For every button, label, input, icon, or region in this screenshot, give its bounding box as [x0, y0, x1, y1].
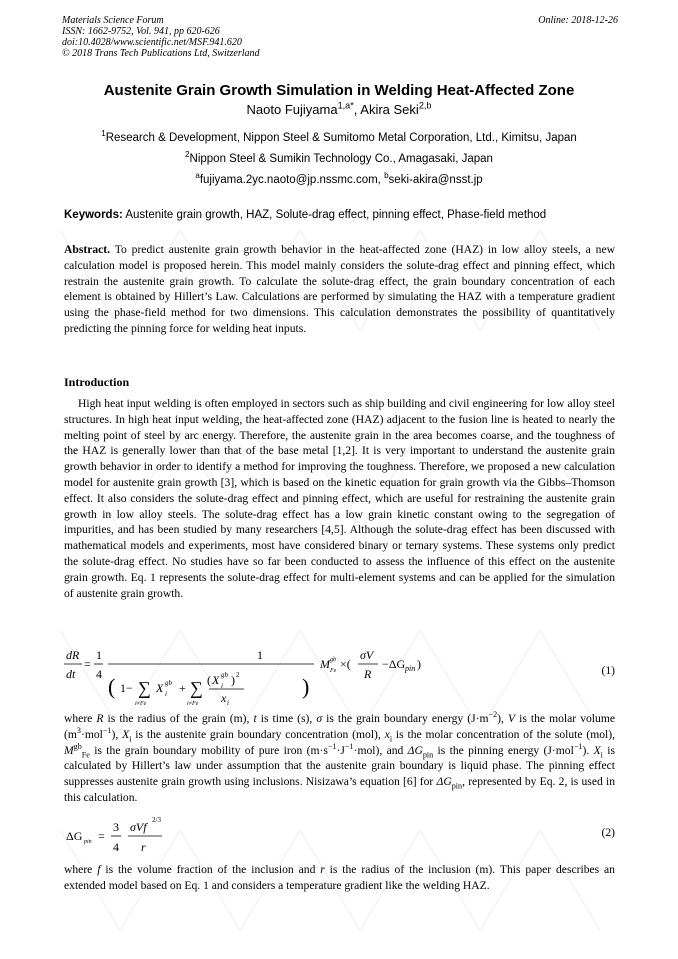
- w1-t16: is calculated by Hillert’s law under assumption that the austenite grain boundary is liquid phase. The pinning effect suppresses austenite grain growth using inclusions. Nisizawa’s equation [6] for: [64, 743, 616, 789]
- eq1-inner-paren-left: (: [207, 673, 211, 687]
- eq1-equals: =: [84, 657, 91, 671]
- eq1-lhs-den: dt: [66, 667, 76, 681]
- eq1-r: R: [364, 667, 372, 681]
- eq1-sum-1: ∑: [138, 678, 151, 698]
- copyright: © 2018 Trans Tech Publications Ltd, Switzerland: [62, 48, 260, 59]
- paper-title: Austenite Grain Growth Simulation in Welding Heat-Affected Zone: [103, 82, 575, 99]
- affiliation-1-text: Research & Development, Nippon Steel & Sumitomo Metal Corporation, Ltd., Kimitsu, Japan: [105, 132, 577, 144]
- w1-t: t: [253, 712, 257, 725]
- journal-name: Materials Science Forum: [62, 15, 164, 26]
- w1-Msub: Fe: [81, 749, 90, 759]
- eq1-inner-paren-right: ): [231, 673, 235, 687]
- author-separator: ,: [353, 102, 361, 117]
- authors: [40, 102, 638, 117]
- affiliation-2-text: Nippon Steel & Sumikin Technology Co., Amagasaki, Japan: [189, 153, 493, 165]
- w1-t4sup: −2: [488, 710, 498, 720]
- eq1-quarter-num: 1: [96, 648, 102, 662]
- eq1-x-gb-2-sub: i: [221, 682, 223, 690]
- w1-t10: is the molar concentration of the solute (mol),: [392, 727, 615, 741]
- eq1-sum-2: ∑: [190, 678, 203, 698]
- affiliation-2: [40, 150, 638, 165]
- w1-t7sup: −1: [102, 725, 112, 735]
- doi: doi:10.4028/www.scientific.net/MSF.941.620: [62, 37, 242, 48]
- eq2-three: 3: [113, 820, 119, 834]
- keywords-label: Keywords:: [64, 209, 123, 221]
- w1-dGsub: pin: [422, 749, 434, 759]
- eq2-four: 4: [113, 840, 119, 854]
- equation-2-formula: [64, 813, 264, 858]
- eq1-x-gb-sup: gb: [165, 679, 172, 687]
- eq1-x-gb-2: X: [212, 673, 220, 687]
- equation-1-description: [64, 711, 615, 806]
- w1-t6sup: 3: [76, 725, 81, 735]
- eq2-lhs: ΔG: [66, 829, 83, 843]
- w1-dG2: ΔG: [436, 775, 452, 789]
- journal-header: [62, 15, 618, 59]
- w1-t1: where: [64, 712, 97, 725]
- eq2-lhs-sub: pin: [84, 839, 92, 845]
- keywords: [64, 209, 616, 221]
- eq1-pin-sub: pin: [405, 664, 416, 673]
- eq1-minus-dg: −ΔG: [382, 657, 406, 671]
- w1-sigma: σ: [316, 712, 323, 725]
- w1-X: X: [122, 727, 130, 741]
- eq2-r: r: [141, 840, 146, 854]
- affiliation-1: [40, 129, 638, 144]
- affiliation-1-num: 1: [101, 129, 106, 139]
- author-2-sup: 2,b: [418, 100, 432, 111]
- eq1-paren-right: ): [302, 674, 310, 699]
- equation-2: [64, 813, 615, 858]
- eq1-times: ×(: [340, 657, 351, 671]
- w1-R: R: [96, 712, 104, 725]
- w2-f: f: [97, 863, 101, 876]
- eq1-one-minus: 1−: [120, 681, 133, 695]
- w1-t11sup: −1: [327, 741, 337, 751]
- equation-1: [64, 646, 615, 708]
- w1-t2: is the radius of the grain (m),: [103, 712, 254, 725]
- email-b[interactable]: seki-akira@nsst.jp: [388, 174, 483, 186]
- w1-t9: is the austenite grain boundary concentration (mol),: [131, 727, 385, 741]
- section-heading-introduction: Introduction: [64, 375, 130, 389]
- w1-t3: is time (s),: [256, 712, 317, 725]
- email-b-sup: b: [384, 171, 389, 181]
- eq1-close: ): [417, 657, 421, 671]
- w1-dG2sub: pin: [451, 781, 463, 791]
- eq1-x-gb-sub: i: [165, 690, 167, 698]
- eq1-mobility: M: [320, 657, 330, 671]
- eq1-mobility-sup: gb: [330, 657, 336, 663]
- equation-2-number: (2): [601, 826, 615, 839]
- author-2: Akira Seki: [360, 102, 419, 117]
- w1-t11: is the grain boundary mobility of pure iron (m·s: [89, 743, 328, 757]
- equation-1-formula: [64, 646, 534, 708]
- w2-t2: is the volume fraction of the inclusion and: [100, 863, 321, 876]
- w1-t17: , represented by Eq. 2, is used in this calculation.: [64, 775, 615, 804]
- eq1-mobility-sub: Fe: [330, 668, 337, 674]
- eq1-lhs-num: dR: [66, 648, 80, 662]
- online-date: Online: 2018-12-26: [538, 15, 618, 26]
- w1-t12: ·J: [336, 743, 345, 757]
- equation-2-description: [64, 862, 615, 894]
- w1-xsub: i: [389, 734, 393, 744]
- eq1-x-gb-2-sup: gb: [221, 671, 228, 679]
- w1-t7: ·mol: [80, 727, 103, 741]
- equation-1-number: (1): [601, 664, 615, 677]
- eq1-quarter-den: 4: [96, 667, 102, 681]
- eq2-exponent: 2/3: [152, 816, 161, 824]
- eq1-xi-sub: i: [227, 699, 229, 707]
- w1-M: M: [64, 743, 74, 757]
- w1-Xsub: i: [129, 734, 132, 744]
- w1-t6: is the molar volume (m: [64, 712, 615, 741]
- w2-t1: where: [64, 863, 98, 876]
- w1-Msup: gb: [73, 741, 82, 751]
- eq2-equals: =: [98, 829, 105, 843]
- w1-t5: ),: [497, 712, 508, 725]
- eq1-x-gb: X: [156, 681, 164, 695]
- w1-t8: ),: [111, 727, 123, 741]
- eq1-one: 1: [257, 648, 263, 662]
- w1-x: x: [384, 727, 390, 741]
- w1-V: V: [507, 712, 516, 725]
- w2-t3: is the radius of the inclusion (m). This paper describes an extended model based on Eq. 1 and considers a temperature gradient like the welding HAZ.: [64, 863, 615, 892]
- email-a-sup: a: [195, 171, 200, 181]
- keywords-text: Austenite grain growth, HAZ, Solute-drag effect, pinning effect, Phase-field method: [122, 209, 547, 221]
- w1-t15: ).: [582, 743, 594, 757]
- eq1-sigma-v: σV: [360, 648, 374, 662]
- eq1-square: 2: [236, 671, 240, 679]
- w1-dG: ΔG: [407, 743, 423, 757]
- affiliation-2-num: 2: [185, 150, 190, 160]
- w1-t13: ·mol), and: [353, 743, 408, 757]
- eq1-paren-left: (: [108, 674, 116, 699]
- emails: [40, 171, 638, 186]
- abstract: [64, 242, 615, 337]
- author-1-sup: 1,a*: [337, 100, 354, 111]
- w1-t12sup: −1: [344, 741, 354, 751]
- w1-X2: X: [593, 743, 601, 757]
- eq1-plus: +: [179, 681, 186, 695]
- abstract-label: Abstract.: [64, 243, 111, 256]
- w1-t14: is the pinning energy (J·mol: [433, 743, 574, 757]
- introduction-paragraph: High heat input welding is often employed in sectors such as ship building and civil engineering for low alloy steel structures. In high heat input welding, the heat-affected zone (HAZ) adjacent to the fusion line is heated to nearly the melting point of steel by arc energy. Therefore, the austenite grain in the area becomes coarse, and the toughness of the HAZ is generally lower than that of the base metal [1,2]. It is very important to understand the austenite grain growth behavior in order to identify a method for improving the toughness. Therefore, we proposed a new calculation model for austenite grain growth [3], which is based on the kinetic equation for grain growth via the Gibbs–Thomson effect. It also considers the solute-drag effect and pinning effect, which are useful for restraining the austenite grain growth in low alloy steels. The solute-drag effect has a low grain kinetic constant owing to the segregation of impurities, and has been studied by many researchers [4,5]. Although the solute-drag effect has been discussed with mathematical models and experiments, most have considered binary or ternary systems. These systems only predict the solute-drag effect. No studies have so far been conducted to assess the influence of this effect on the austenite grain growth. Eq. 1 represents the solute-drag effect for multi-element systems and can be applied for the simulation of austenite grain growth.: [64, 397, 615, 600]
- eq1-xi: x: [221, 691, 227, 705]
- eq1-sum-2-index: i≠Fe: [187, 701, 199, 707]
- eq2-sigma-vf: σVf: [130, 820, 147, 834]
- issn: ISSN: 1662-9752, Vol. 941, pp 620-626: [62, 26, 220, 37]
- eq1-sum-1-index: i≠Fe: [135, 701, 147, 707]
- email-a[interactable]: fujiyama.2yc.naoto@jp.nssmc.com,: [199, 174, 385, 186]
- w1-t4: is the grain boundary energy (J·m: [322, 712, 489, 725]
- author-1: Naoto Fujiyama: [246, 102, 338, 117]
- abstract-text: To predict austenite grain growth behavior in the heat-affected zone (HAZ) in low alloy steels, a new calculation model is proposed herein. This model mainly considers the solute-drag effect and pinning effect, which restrain the austenite grain growth. To calculate the solute-drag effect, the grain boundary concentration of each element is obtained by Hillert’s Law. Calculations are performed by simulating the HAZ with a temperature gradient using the phase-field method for two dimensions. This calculation demonstrates the possibility of quantitatively predicting the pinning force for welding heat inputs.: [64, 243, 615, 335]
- w2-r: r: [320, 863, 325, 876]
- w1-t14sup: −1: [573, 741, 583, 751]
- w1-X2sub: i: [600, 749, 603, 759]
